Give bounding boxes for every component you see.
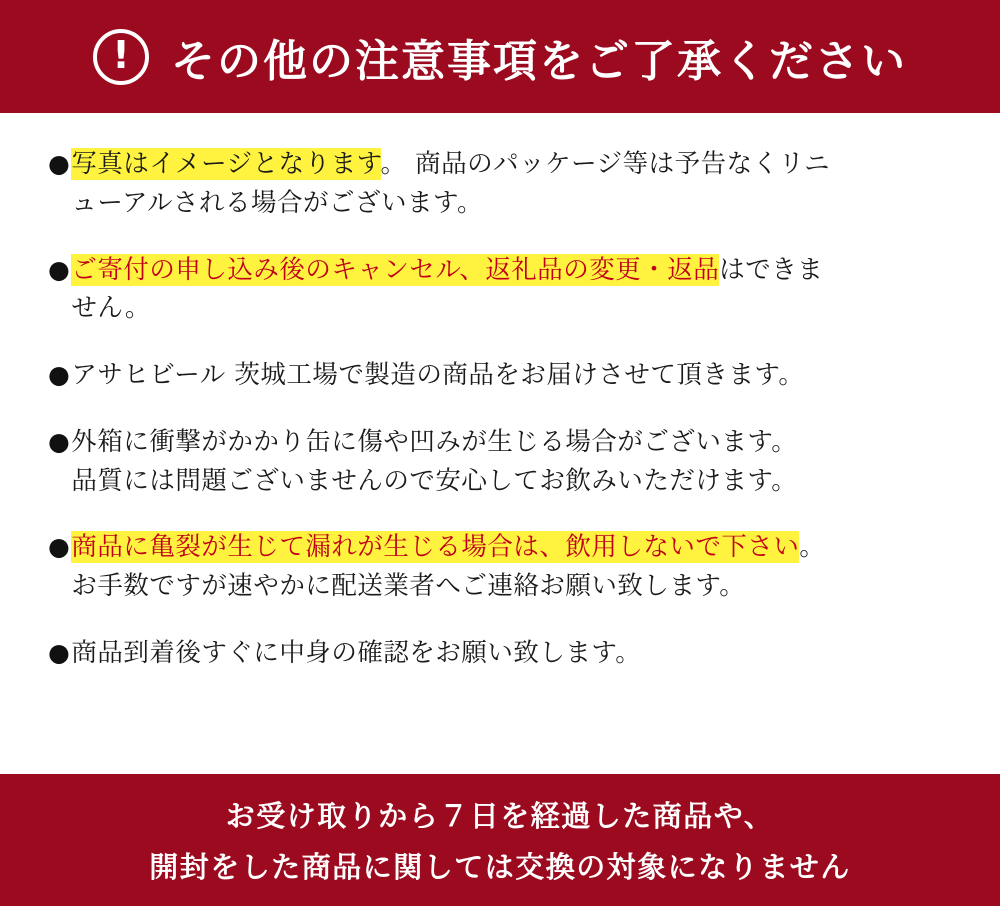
highlighted-text: 商品に亀裂が生じて漏れが生じる場合は、飲用しないで下さい — [71, 532, 800, 563]
note-text — [71, 356, 952, 395]
note-text — [71, 423, 952, 501]
plain-text: 品質には問題ございませんので安心してお飲みいただけます。 — [71, 465, 798, 496]
bullet-icon: ● — [48, 532, 71, 562]
plain-text: 。 商品のパッケージ等は予告なくリニ — [380, 149, 831, 179]
note-text — [71, 251, 952, 329]
exclamation-circle-icon — [93, 29, 149, 85]
plain-text: せん。 — [71, 293, 151, 324]
footer-line-2: 開封をした商品に関しては交換の対象になりません — [149, 850, 851, 884]
plain-text: お手数ですが速やかに配送業者へご連絡お願い致します。 — [71, 571, 746, 601]
bullet-icon: ● — [48, 149, 71, 178]
note-item — [48, 251, 952, 329]
note-item — [48, 528, 952, 606]
exclamation-mark: ! — [112, 32, 130, 77]
bullet-icon: ● — [48, 254, 71, 284]
plain-text: ューアルされる場合がございます。 — [71, 187, 483, 218]
note-item — [48, 634, 952, 673]
note-text — [71, 634, 952, 673]
bullet-icon: ● — [48, 637, 71, 667]
footer-banner — [0, 774, 1000, 906]
plain-text: 外箱に衝撃がかかり缶に傷や凹みが生じる場合がございます。 — [71, 426, 798, 457]
highlighted-text: ご寄付の申し込み後のキャンセル、返礼品の変更・返品 — [71, 254, 720, 285]
page-title: その他の注意事項をご了承ください — [171, 35, 907, 87]
note-item — [48, 423, 952, 501]
bullet-icon: ● — [48, 426, 71, 456]
note-item — [48, 145, 952, 223]
plain-text: 。 — [799, 532, 826, 563]
footer-line-1: お受け取りから７日を経過した商品や、 — [225, 799, 775, 833]
header-banner — [0, 0, 1000, 113]
note-item — [48, 356, 952, 395]
bullet-icon: ● — [48, 360, 71, 389]
plain-text: アサヒビール 茨城工場で製造の商品をお届けさせて頂きます。 — [71, 360, 805, 390]
highlighted-text: 写真はイメージとなります — [71, 149, 381, 179]
note-text — [71, 528, 952, 606]
plain-text: 商品到着後すぐに中身の確認をお願い致します。 — [71, 637, 642, 668]
note-text — [71, 145, 952, 223]
notes-list — [0, 113, 1000, 774]
plain-text: はできま — [719, 254, 824, 285]
